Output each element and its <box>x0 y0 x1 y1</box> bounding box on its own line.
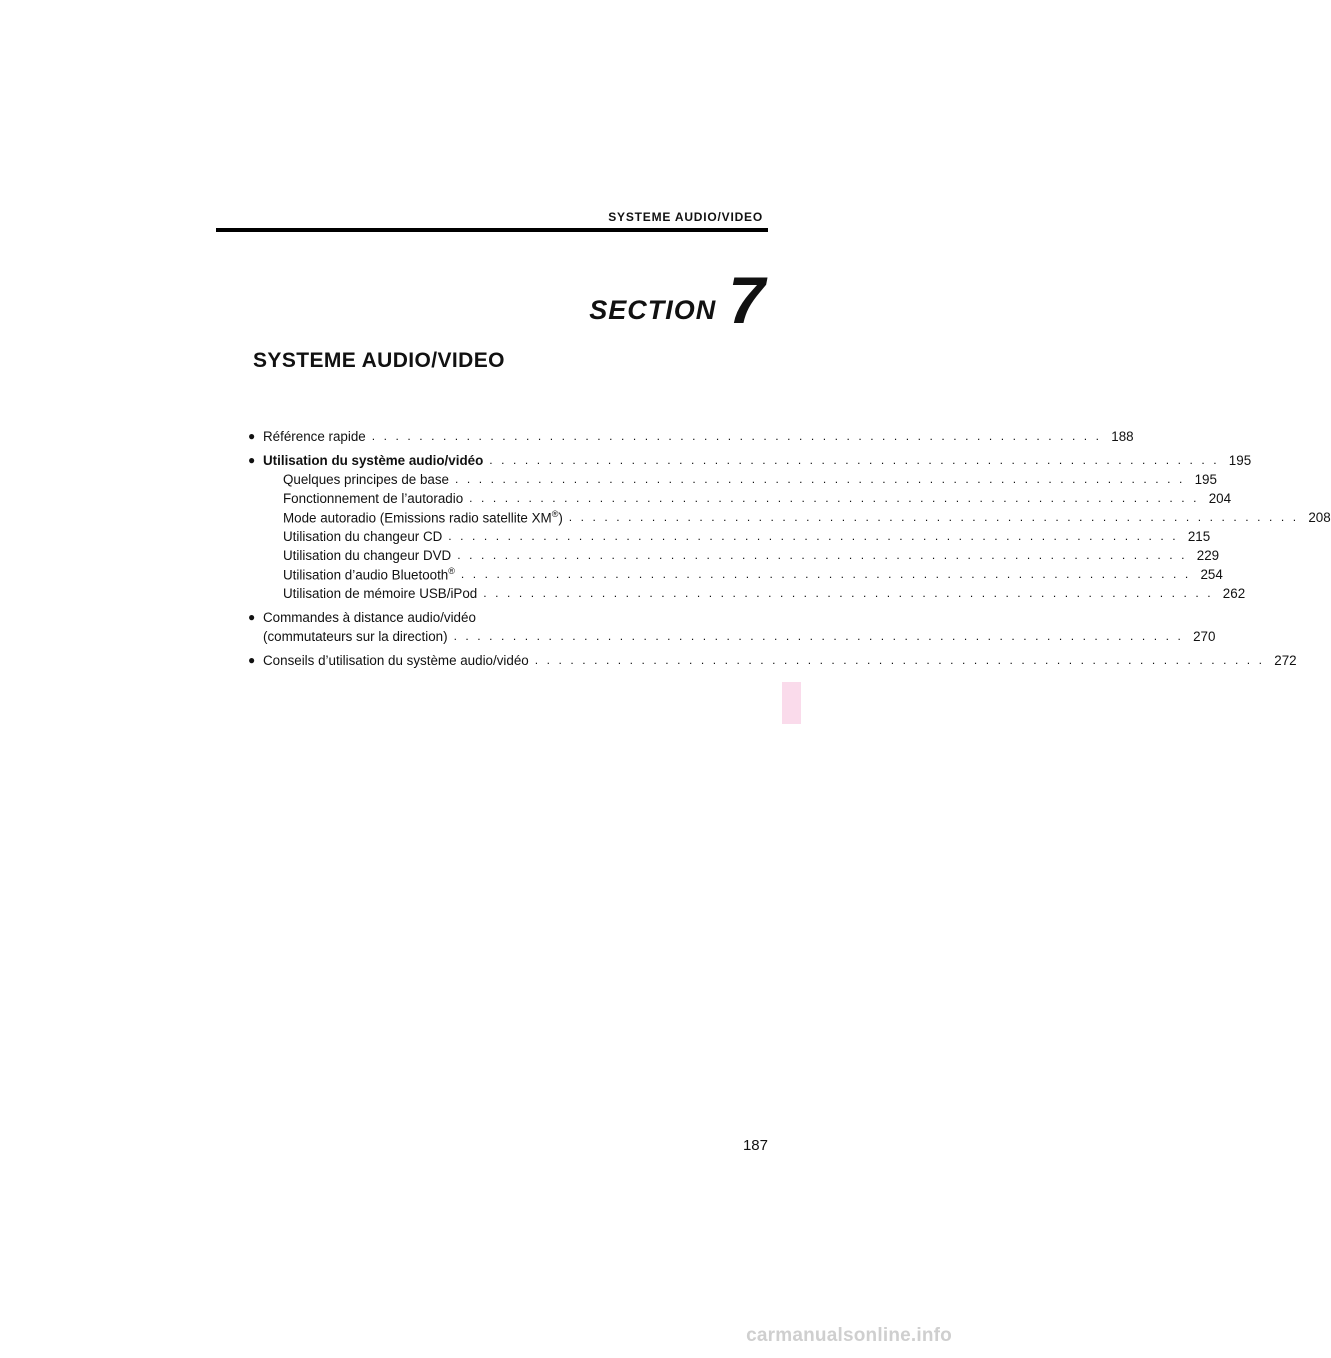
running-header: SYSTEME AUDIO/VIDEO <box>608 210 763 224</box>
section-side-tab <box>782 682 801 724</box>
toc-page-number: 254 <box>1200 567 1223 582</box>
dot-leader: . . . . . . . . . . . . . . . . . . . . . . . . . . . . . . . . . . . . . . . . . . . . . . . . . . . . . . . . . . . . . . <box>469 491 1200 505</box>
toc-page-number: 272 <box>1274 653 1297 668</box>
toc-page-number: 195 <box>1194 472 1217 487</box>
toc-entry[interactable] <box>248 565 1223 584</box>
toc-entry[interactable] <box>248 651 1297 670</box>
toc-entry-label: Référence rapide <box>263 429 366 444</box>
bullet-icon: ● <box>248 429 256 443</box>
toc-entry[interactable] <box>248 627 1216 646</box>
toc-entry-label: Utilisation du changeur CD <box>283 529 443 544</box>
dot-leader: . . . . . . . . . . . . . . . . . . . . . . . . . . . . . . . . . . . . . . . . . . . . . . . . . . . . . . . . . . . . . . <box>534 653 1265 667</box>
bullet-icon: ● <box>248 653 256 667</box>
toc-entry[interactable] <box>248 427 1134 446</box>
dot-leader: . . . . . . . . . . . . . . . . . . . . . . . . . . . . . . . . . . . . . . . . . . . . . . . . . . . . . . . . . . . . . . <box>455 472 1185 486</box>
dot-leader: . . . . . . . . . . . . . . . . . . . . . . . . . . . . . . . . . . . . . . . . . . . . . . . . . . . . . . . . . . . . . . <box>453 629 1184 643</box>
bullet-icon: ● <box>248 610 256 624</box>
toc-entry-label: Conseils d’utilisation du système audio/vidéo <box>263 653 529 668</box>
toc-page-number: 208 <box>1308 510 1331 525</box>
watermark: carmanualsonline.info <box>746 1325 952 1346</box>
toc-entry-label: (commutateurs sur la direction) <box>263 629 448 644</box>
table-of-contents <box>248 427 1331 670</box>
dot-leader: . . . . . . . . . . . . . . . . . . . . . . . . . . . . . . . . . . . . . . . . . . . . . . . . . . . . . . . . . . . . . . <box>568 510 1299 524</box>
toc-entry[interactable] <box>248 508 1331 527</box>
dot-leader: . . . . . . . . . . . . . . . . . . . . . . . . . . . . . . . . . . . . . . . . . . . . . . . . . . . . . . . . . . . . . . <box>448 529 1179 543</box>
toc-entry[interactable] <box>248 451 1252 470</box>
toc-entry[interactable] <box>248 527 1211 546</box>
registered-mark: ® <box>551 508 559 519</box>
section-title: SYSTEME AUDIO/VIDEO <box>253 349 505 372</box>
page-number: 187 <box>742 1137 768 1154</box>
dot-leader: . . . . . . . . . . . . . . . . . . . . . . . . . . . . . . . . . . . . . . . . . . . . . . . . . . . . . . . . . . . . . . <box>457 548 1188 562</box>
toc-entry-label: Utilisation d’audio Bluetooth® <box>283 565 455 582</box>
dot-leader: . . . . . . . . . . . . . . . . . . . . . . . . . . . . . . . . . . . . . . . . . . . . . . . . . . . . . . . . . . . . . . <box>371 429 1102 443</box>
toc-page-number: 229 <box>1196 548 1220 563</box>
toc-entry-label: Fonctionnement de l’autoradio <box>283 491 464 506</box>
section-label <box>589 263 765 337</box>
toc-entry-label: Utilisation du changeur DVD <box>283 548 452 563</box>
toc-entry[interactable] <box>248 608 748 627</box>
toc-page-number: 195 <box>1228 453 1252 468</box>
toc-entry-label: Utilisation de mémoire USB/iPod <box>283 586 478 601</box>
toc-entry-label: Quelques principes de base <box>283 472 450 487</box>
toc-page-number: 270 <box>1193 629 1216 644</box>
toc-page-number: 188 <box>1111 429 1134 444</box>
toc-entry[interactable] <box>248 584 1246 603</box>
registered-mark: ® <box>448 565 455 576</box>
toc-page-number: 204 <box>1208 491 1232 506</box>
dot-leader: . . . . . . . . . . . . . . . . . . . . . . . . . . . . . . . . . . . . . . . . . . . . . . . . . . . . . . . . . . . . . . <box>483 586 1214 600</box>
toc-entry[interactable] <box>248 470 1217 489</box>
dot-leader: . . . . . . . . . . . . . . . . . . . . . . . . . . . . . . . . . . . . . . . . . . . . . . . . . . . . . . . . . . . . . . <box>489 453 1220 467</box>
section-number: 7 <box>728 263 765 337</box>
dot-leader: . . . . . . . . . . . . . . . . . . . . . . . . . . . . . . . . . . . . . . . . . . . . . . . . . . . . . . . . . . . . . . <box>460 567 1191 581</box>
header-rule <box>216 228 768 232</box>
section-word: SECTION <box>589 295 717 325</box>
toc-page-number: 215 <box>1187 529 1211 544</box>
bullet-icon: ● <box>248 453 256 467</box>
toc-entry-label: Utilisation du système audio/vidéo <box>263 453 484 468</box>
toc-entry-label: Mode autoradio (Emissions radio satellite XM®) <box>283 508 563 525</box>
toc-page-number: 262 <box>1222 586 1246 601</box>
toc-entry-label: Commandes à distance audio/vidéo <box>263 610 476 625</box>
